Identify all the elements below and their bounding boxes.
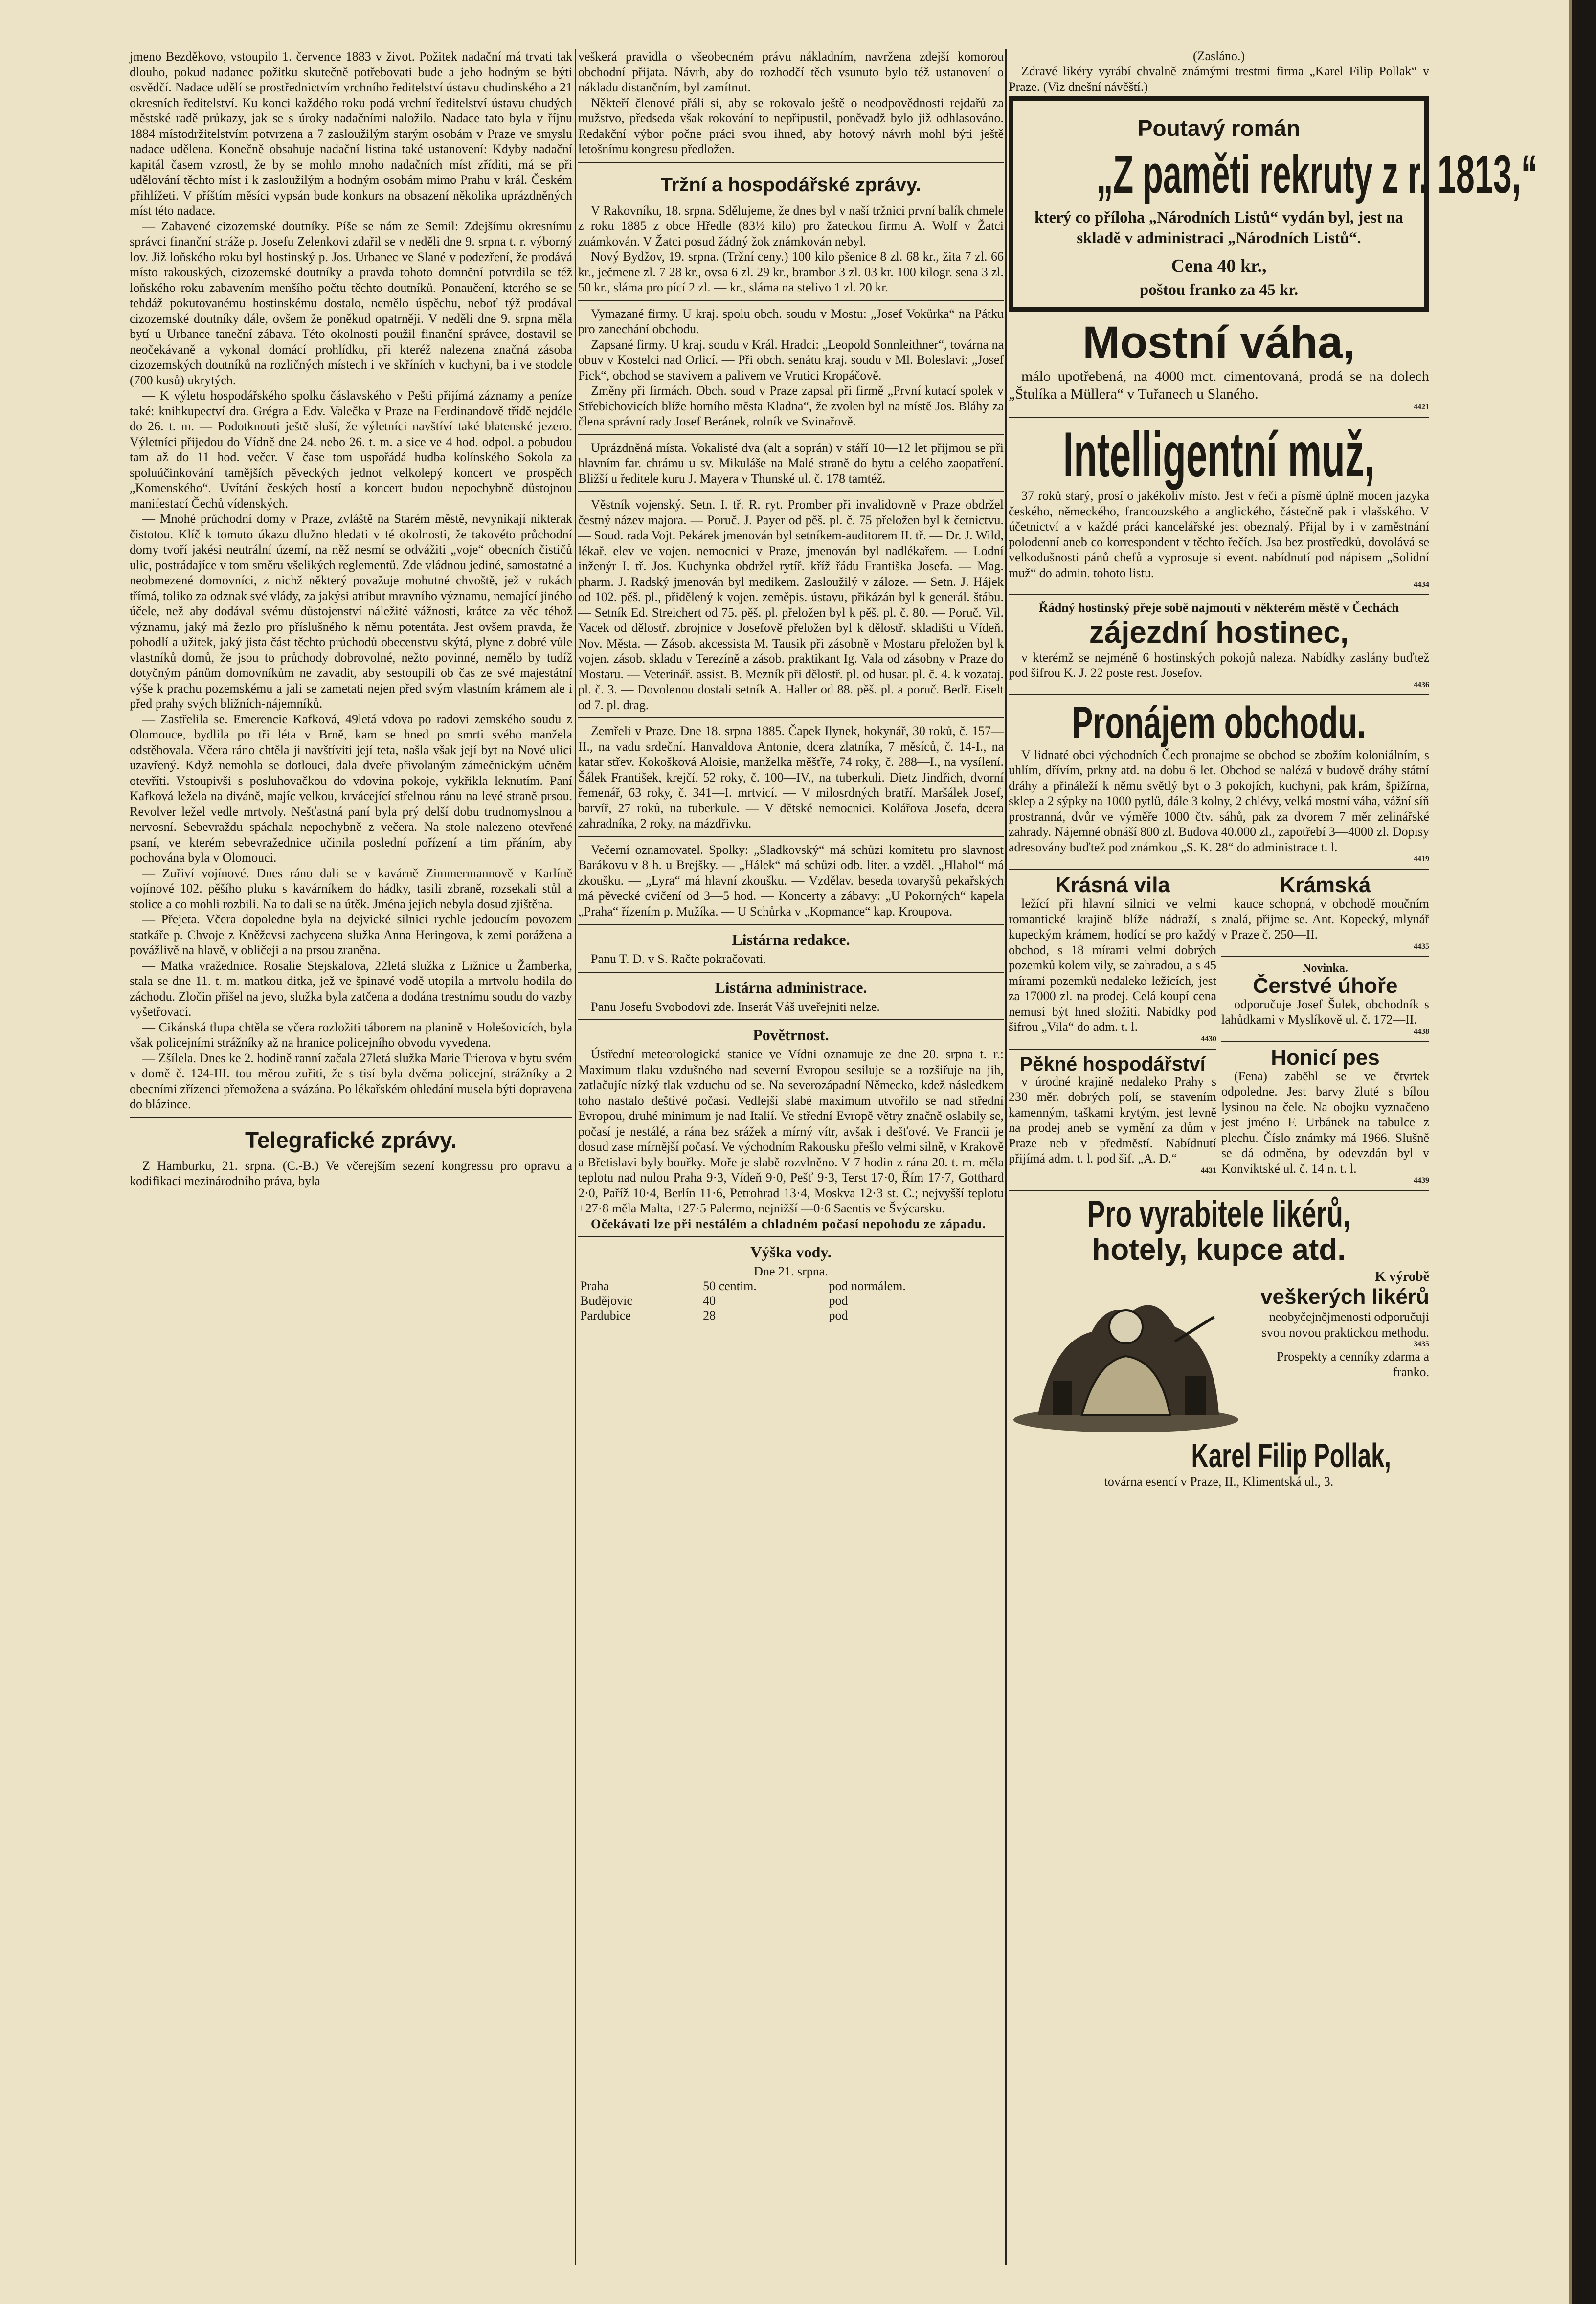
article-paragraph: Nový Bydžov, 19. srpna. (Tržní ceny.) 100 kilo pšenice 8 zl. 68 kr., žita 7 zl. 66 kr., ječmene zl. 7 28 kr., ovsa 6 zl. 29 kr., brambor 3 zl. 03 kr. 100 kilogr. sena 3 zl. 50 kr., sláma pro pící 2 zl. — kr., sláma na stelivo 1 zl. 20 kr. — [578, 249, 1004, 294]
column-rule — [1005, 49, 1007, 2265]
article-paragraph: Zemřeli v Praze. Dne 18. srpna 1885. Čapek Ilynek, hokynář, 30 roků, č. 157—II., na vadu srdeční. Hanvaldova Antonie, dcera zlatníka, 7 měsíců, č. 14-I., na katar střev. Kokošková Aloisie, manželka měšťře, 74 roky, č. 288—I., na vysílení. Šálek František, krejčí, 52 roky, č. 100—IV., na tuberkuli. Dietz Jindřich, dvorní řemenář, 63 roky, č. 341—I. mrtvicí. — V milosrdných bratří. Maršálek Josef, barvíř, 27 roků, na tuberkule. — V dětské nemocnici. Kolářova Josefa, dcera zahradníka, 2 roky, na mázdřivku. — [578, 724, 1004, 830]
ad-col-left — [1009, 874, 1216, 1185]
article-paragraph: — Cikánská tlupa chtěla se včera rozložiti táborem na planině v Holešovicích, byla však policejními strážníky až na hranice policejního obvodu vyvedena. — [130, 1020, 572, 1050]
divider — [1009, 694, 1429, 695]
divider — [578, 491, 1004, 492]
article-paragraph: veškerá pravidla o všeobecném právu nákladním, navržena zdejší komorou obchodní přijata. Návrh, aby do rozhodčí těch vsunuto bylo též ustanovení o nákladu distančním, byl zamítnut. — [578, 49, 1004, 94]
ad-number: 4430 — [1201, 1034, 1216, 1043]
ad-novel-price: Cena 40 kr., — [1171, 256, 1267, 276]
ad-scale-text: málo upotřebená, na 4000 mct. cimentovaná, prodá se na dolech „Štulíka a Müllera“ v Tuřanech u Slaného. — [1009, 368, 1429, 402]
divider — [1009, 417, 1429, 418]
allegory-illustration-icon — [1009, 1273, 1243, 1434]
ad-novel-postage: poštou franko za 45 kr. — [1139, 281, 1299, 299]
ad-number: 4436 — [1414, 680, 1429, 689]
ad-inn-text: v kterémž se nejméně 6 hostinských pokojů naleza. Nabídky zaslány buďtež pod šifrou K. J. 22 poste rest. Josefov. — [1009, 650, 1429, 680]
divider — [578, 300, 1004, 301]
article-paragraph: — Zabavené cizozemské doutníky. Píše se nám ze Semil: Zdejšímu okresnímu správci finanční stráže p. Josefu Zelenkovi zdařil se v neděli dne 9. srpna t. r. výborný lov. Již loňského roku byl hostinský p. Jos. Urbanec ve Slané v podezření, že prodává místo rakouských, cizozemské doutníky a pravda tohoto domnění potvrdila se též loňského roku zabavením menšího počtu těchto doutníků. Ponaučení, kterého se se tehdáž pokutovanému hostinskému dostalo, nemělo úspěchu, neboť týž prodával cizozemské doutníky dále, ovšem že poněkud opatrněji. V neděli dne 9. srpna měla bytí u Urbance taneční zábava. Této okolnosti použil finanční správce, dostavil se neočekávaně a vykonal domácí prohlídku, při kteréž nalezena značná zásoba cizozemských doutníků na rozličných místech i ve skříních v kuchyni, ba i ve stodole (700 kusů) ukrytých. — [130, 219, 572, 387]
ad-liqueur-note: Zdravé likéry vyrábí chvalně známými trestmi firma „Karel Filip Pollak“ v Praze. (Viz dnešní návěští.) — [1009, 64, 1429, 94]
ad-number: 4431 — [1201, 1166, 1216, 1175]
ad-number: 4434 — [1414, 581, 1429, 589]
article-paragraph: Z Hamburku, 21. srpna. (C.-B.) Ve včerejším sezení kongressu pro opravu a kodifikaci mezinárodního práva, byla — [130, 1158, 572, 1188]
column-rule — [575, 49, 576, 2265]
water-note: pod — [829, 1308, 848, 1322]
ad-pollak-address: továrna esencí v Praze, II., Klimentská ul., 3. — [1104, 1475, 1334, 1489]
ad-number: 4421 — [1414, 403, 1429, 411]
section-heading-water: Výška vody. — [750, 1243, 832, 1261]
table-row — [578, 1294, 1004, 1308]
article-paragraph: Zapsané firmy. U kraj. soudu v Král. Hradci: „Leopold Sonnleithner“, továrna na obuv v Kostelci nad Orlicí. — Při obch. senátu kraj. soudu v Ml. Boleslavi: „Josef Pick“, obchod se stavivem a palivem ve Vrutici Kropáčově. — [578, 337, 1004, 382]
ad-farm-text: v úrodné krajině nedaleko Prahy s 230 měr. dobrých polí, se stavením kamenným, taškami krytým, jest levně na prodej aneb se vymění za dům v Praze neb v předměstí. Nabídnutí přijímá adm. t. l. pod šif. „A. D.“ — [1009, 1074, 1216, 1165]
divider — [578, 162, 1004, 163]
article-paragraph: — Mnohé průchodní domy v Praze, zvláště na Starém městě, nevynikají nikterak čistotou. Klíč k tomuto úkazu dlužno hledati v té okolnosti, že takovéto průchodní domy tvoří jakési neutrální území, na něž nesmí se odvážiti „voje“ obecních čističů ulic, postrádajíce v tom směru všelikých reglementů. Zde vládnou jediné, samostatné a neobmezené domovníci, z nichž některý považuje mohutné chvoště, jež v rukách třímá, toliko za odznak své vlády, za jakýsi atribut mravního významu, nemající jiného účele, než aby dodával svému důstojenství náležité vážnosti, krátce za věc téhož významu, jaký má žezlo pro příslušného k němu potentáta. Jest ovšem pravda, že pohodlí a užitek, jaký jista část těchto průchodů obecenstvu skýtá, plyne z dobré vůle vlastníků domů, že jsou to průchody dobrovolné, nežto povinné, nemělo by tudíž dotyčným pánům domovníkům ne zavadit, aby sestoupili ob čas ze své majestátní výše k prachu pozemskému a jali se zametati nejen před svým vlastním krámem ale i před prahy svých bližních-nájemníků. — [130, 512, 572, 711]
section-heading-letters: Listárna redakce. — [732, 931, 850, 948]
water-value: 40 — [703, 1294, 716, 1308]
ad-dog-text: (Fena) zaběhl se ve čtvrtek odpoledne. Jest barvy žluté s bílou lysinou na čele. Na obojku vyznačeno jest jméno F. Urbánek na tabulce z plechu. Číslo známky má 1966. Slušně se dá odměna, by odevzdán byl v Konviktské ul. č. 14 n. t. l. — [1221, 1069, 1429, 1176]
ad-pollak-text: neobyčejnějmenosti odporučuji svou novou praktickou methodu. — [1261, 1310, 1429, 1340]
article-paragraph: Věstník vojenský. Setn. I. tř. R. ryt. Promber při invalidovně v Praze obdržel čestný název majora. — Poruč. J. Payer od pěš. pl. č. 75 přeložen byl k četnictvu. — Soud. rada Vojt. Pekárek jmenován byl setníkem-auditorem II. tř. — Dr. J. Wild, lékař. elev ve vojen. nemocnici v Praze, jmenován byl nadlékařem. — Lodní inženýr I. tř. Jos. Kuchynka obdržel rytíř. kříž řádu Františka Josefa. — Mag. pharm. J. Radský jmenován byl medikem. Zasloužilý v záloze. — Setn. J. Hájek od 102. pěš. pl., přidělený k vojen. zeměpis. ústavu, přikázán byl k generál. štábu. — Setník Ed. Streichert od 75. pěš. pl. přeložen byl k pěš. pl. č. 80. — Poruč. Vil. Vacek od dělostř. zbrojnice v Josefově přeložen byl k dělostř. skladišti u Vídeň. Nov. Města. — Zásob. akcessista M. Tausik při zásobně v Mostaru přeložen byl k vojen. zásob. skladu v Terezíně a zásob. praktikant Ig. Vala od zásobny v Praze do Mostaru. — Veterinář. assist. B. Mezník při dělostř. pl. od husar. pl. č. 4. k vozataj. pl. č. 3. — Dovolenou dostali setník A. Haller od 88. pěš. pl. a poruč. Bedř. Eiselt od 7. pl. drag. — [578, 497, 1004, 712]
ad-col-right — [1221, 874, 1429, 1185]
water-table — [578, 1279, 1004, 1323]
ad-man-heading: Intelligentní muž, — [1063, 419, 1375, 490]
ad-villa-text: ležící při hlavní silnici ve velmi romantické krajině blíže nádraží, s kupeckým krámem, hodící se pro každý obchod, s 18 mírami velmi dobrých pozemků kolem vily, se zahradou, a s 45 mírami pozemků nedaleko ležících, jest za 17000 zl. na prodej. Celá koupí cena nemusí být hned složiti. Nabídky pod šifrou „Vila“ do adm. t. l. — [1009, 896, 1216, 1034]
ad-inn-intro: Řádný hostinský přeje sobě najmouti v některém městě v Čechách — [1039, 601, 1399, 615]
binding-edge — [1572, 0, 1596, 2304]
ad-pollak-subheading: hotely, kupce atd. — [1092, 1233, 1346, 1267]
divider — [578, 1019, 1004, 1020]
ad-grid — [1009, 874, 1429, 1185]
ad-pollak-line1: K výrobě — [1375, 1269, 1429, 1284]
ad-novel-title: Poutavý román — [1137, 115, 1301, 141]
divider — [1009, 869, 1429, 870]
article-paragraph: Někteří členové přáli si, aby se rokovalo ještě o neodpovědnosti rejdařů za mužstvo, předseda však rokování to nepřipustil, poněvadž bylo již odhlasováno. Redakční výbor počne práci svou ihned, aby hotový návrh mohl býti ještě letošnímu kongresu předložen. — [578, 95, 1004, 156]
article-paragraph: Uprázdněná místa. Vokalisté dva (alt a soprán) v stáří 10—12 let přijmou se při hlavním far. chrámu u sv. Mikuláše na Malé straně do bytu a celého zaopatření. Bližší u ředitele kuru J. Mayera v Thunské ul. č. 178 tamtéž. — [578, 440, 1004, 486]
water-date: Dne 21. srpna. — [754, 1264, 828, 1278]
ad-dog-heading: Honicí pes — [1271, 1045, 1380, 1070]
ad-number: 4419 — [1414, 855, 1429, 863]
table-row — [578, 1279, 1004, 1294]
weather-forecast: Očekávati lze při nestálém a chladném počasí nepohodu ze západu. — [591, 1216, 986, 1231]
ad-novel-name: „Z paměti rekruty z r. 1813,“ — [1096, 144, 1538, 204]
article-paragraph: — Zastřelila se. Emerencie Kafková, 49letá vdova po radovi zemského soudu z Olomouce, bydlila po tři léta v Brně, kam se hned po smrti svého manžela odstěhovala. Včera ráno chtěla ji navštíviti její teta, našla však její byt na Nové ulici uzavřený. Když nemohla se dotlouci, dala dveře přivolaným zámečnickým učněm otevříti. Vstoupivši s posluhovačkou do vdovina pokoje, vykřikla leknutím. Paní Kafková ležela na diváně, majíc velkou, krvácející střelnou ránu na levé straně prsou. Revolver ležel vedle mrtvoly. Nešťastná paní byla prý delší dobu trudnomyslnou a nervosní. Sebevraždu spáchala nepochybně z večera. Na stole nalezeno otevřené psaní, ve kterém sebevražednice učinila poslední pořízení a tim přáním, aby pochována byla v Olomouci. — [130, 712, 572, 865]
divider — [1009, 1049, 1216, 1050]
section-heading-market: Tržní a hospodářské zprávy. — [660, 174, 922, 196]
zaslano-label: (Zasláno.) — [1192, 49, 1245, 63]
article-paragraph: Večerní oznamovatel. Spolky: „Sladkovský“ má schůzi komitetu pro slavnost Barákovu v 8 h. u Brejšky. — „Hálek“ má schůzi odb. liter. a vzděl. „Hlahol“ má zkoušku. — „Lyra“ má hlavní zkoušku. — Vzdělav. beseda tovaryšů pekařských má pěvecké cvičení od 3—5 hod. — Koncerty a zábavy: „U Pokorných“ kapela „Praha“ řízením p. Mužíka. — U Schůrka v „Kopmance“ kap. Kroupova. — [578, 842, 1004, 918]
ad-eels-heading: Čerstvé úhoře — [1253, 973, 1398, 998]
article-paragraph: Ústřední meteorologická stanice ve Vídni oznamuje ze dne 20. srpna t. r.: Maximum tlaku vzdušného nad severní Evropou sesiluje se a rozšiřuje na jih, zatlačujíc nízký tlak vzduchu od se. Na severozápadní Německo, kdež následkem toho nastalo deštivé počasí. Vedlejší slabé maximum utvořilo se nad střední Evropou, druhé minimum je nad Italií. Ve střední Evropě větry značně oslabily se, počasí je nestálé, a rána bez srážek a mírný vítr, avšak i dešťové. Ve Francii je dosud zase mírnější počasí. Ve východním Rakousku přešlo velmi silně, v Krakově a Břetislavi byly bouřky. Moře je slabě rozvlněno. V 7 hodin z rána 20. t. m. měla teplotu nad nulou Praha 9·3, Vídeň 9·0, Pešť 9·3, Terst 17·0, Řím 17·7, Gotthard 2·0, Paříž 10·4, Berlín 11·6, Petrohrad 13·4, Moskva 12·3 st. C.; nejvyšší teplotu +27·8 měla Malta, +27·5 Palermo, nejnižší —0·6 Saentis ve Švýcarsku. — [578, 1047, 1004, 1215]
divider — [1009, 1190, 1429, 1191]
divider — [578, 836, 1004, 837]
ad-novelty-label: Novinka. — [1303, 962, 1348, 975]
water-value: 50 centim. — [703, 1279, 757, 1293]
water-place: Pardubice — [580, 1308, 631, 1322]
divider — [578, 434, 1004, 435]
ad-villa-heading: Krásná vila — [1055, 873, 1170, 897]
divider — [1009, 594, 1429, 595]
ad-pollak-signature: Karel Filip Pollak, — [1191, 1436, 1391, 1475]
water-place: Praha — [580, 1279, 609, 1293]
ad-number: 4439 — [1414, 1176, 1429, 1185]
ad-pollak-prospects: Prospekty a cenníky zdarma a franko. — [1277, 1349, 1429, 1379]
article-paragraph: — Zšílela. Dnes ke 2. hodině ranní začala 27letá služka Marie Trierova v bytu svém v domě č. 124-III. tou měrou zuřiti, že s tisí byla dvěma policejní, strážníky a 2 obecními zřízenci přemožena a svázána. Po lékařském ohledání musela býti dopravena do blázince. — [130, 1051, 572, 1111]
article-paragraph: Panu T. D. v S. Račte pokračovati. — [591, 952, 766, 966]
article-paragraph: Vymazané firmy. U kraj. spolu obch. soudu v Mostu: „Josef Vokůrka“ na Pátku pro zanechání obchodu. — [578, 306, 1004, 336]
article-paragraph: — K výletu hospodářského spolku čáslavského v Pešti přijímá záznamy a peníze také: knihkupectví dra. Grégra a Edv. Valečka v Praze na Ferdinandově třídě nejdéle do 26. t. m. — Podotknouti ještě sluší, že výletníci navštíví také blatenské jezero. Výletníci přijedou do Vídně dne 24. nebo 26. t. m. a sice ve 4 hod. odpol. a pobudou tam až do 11 hod. večer. V čase tom uspořádá hudba kolínského Sokola za spoluúčinkování tamějších pěveckých jednot velkolepý koncert ve prospěch „Komenského“. Uvítání českých hostí a koncert budou nepochybně důstojnou manifestací Čechů vídenských. — [130, 388, 572, 511]
column-middle — [578, 49, 1004, 2265]
ad-lease-text: V lidnaté obci východních Čech pronajme se obchod se zbožím koloniálním, s uhlím, dřívím, prkny atd. na dobu 6 let. Obchod se nalézá v budově dráhy státní dráhy a přináleží k němu světlý byt o 3 pokojích, kuchyni, pak krám, špižírna, sklep a 2 sýpky na 1000 pytlů, dále 3 kolny, 2 chlévy, velká mostní váha, vážní síň prostranná, dvůr ve výměře 1000 čtv. sáhů, pak za dvorem 7 měr zelinářské zahrady. Nájemné obnáší 800 zl. Budova 40.000 zl., zapotřebí 3—4000 zl. Dopisy adresovány buďtež pod známkou „S. K. 28“ do administrace t. l. — [1009, 747, 1429, 854]
article-paragraph: jmeno Bezděkovo, vstoupilo 1. července 1883 v život. Požitek nadační má trvati tak dlouho, pokud nadanec požitku skutečně potřebovati bude a jeho hodným se býti osvědčí. Nadace udělí se prostřednictvím vrchního ředitelství ústavu chudinského a 21 okresních ředitelství. Ku konci každého roku podá vrchní ředitelství ústavu chudých městské radě průkazy, jak se s úroky nadačními naložilo. Nadace tato byla v říjnu 1884 místodržitelstvím potvrzena a 7 zasloužilým starým osobám v Praze ve smyslu nadace udělena. Konečně obsahuje nadační listina také ustanovení: Kdyby nadační kapitál časem vzrostl, že by se mohlo mnoho nadačních míst zříditi, má se při udělování těchto míst i k zasloužilým a hodným osobám mimo Prahu v král. Českém přihlížeti. V příštím měsíci vypsán bude konkurs na obsazení několika uprázdněných míst této nadace. — [130, 49, 572, 218]
ad-novel-text: který co příloha „Národních Listů“ vydán byl, jest na skladě v administraci „Národních Listů“. — [1034, 209, 1403, 247]
section-heading-weather: Povětrnost. — [753, 1026, 829, 1044]
column-left — [130, 49, 572, 2265]
ad-pollak-heading: Pro vyrabitele likérů, — [1087, 1193, 1351, 1235]
ad-number: 4435 — [1414, 942, 1429, 951]
water-note: pod — [829, 1294, 848, 1308]
ad-novel — [1009, 96, 1538, 312]
water-value: 28 — [703, 1308, 716, 1322]
ad-shopkeeper-text: kauce schopná, v obchodě moučním znalá, přijme se. Ant. Kopecký, mlynář v Praze č. 250—II. — [1221, 896, 1429, 941]
ad-man-text: 37 roků starý, prosí o jakékoliv místo. Jest v řeči a písmě úplně mocen jazyka českého, německého, francouzského a anglického, částečně pak i vlašského. V účetnictví a v každé práci kancelářské jest obeznalý. Přijal by i v zaměstnání polodenní aneb co korrespondent v těchto řečích. Jsa bez prostředků, dovolává se velkodušnosti pánů chefů a vyprosuje si event. nabídnutí pod nápisem „Solidní muž“ do admin. tohoto listu. — [1009, 489, 1429, 580]
ad-eels-text: odporučuje Josef Šulek, obchodník s lahůdkami v Myslíkově ul. č. 172—II. — [1221, 997, 1429, 1027]
column-ads — [1009, 49, 1538, 2265]
article-paragraph: Panu Josefu Svobodovi zde. Inserát Váš uveřejniti nelze. — [591, 999, 880, 1014]
water-note: pod normálem. — [829, 1279, 906, 1293]
ad-scale-heading: Mostní váha, — [1082, 317, 1355, 367]
ad-inn-heading: zájezdní hostinec, — [1089, 615, 1349, 649]
article-paragraph: V Rakovníku, 18. srpna. Sdělujeme, že dnes byl v naší tržnici první balík chmele z roku 1885 z obce Hředle (83½ kilo) pro žateckou firmu A. Wolf v Žatci zuámkován. V Žatci posud žádný žok známkován nebyl. — [578, 203, 1004, 248]
article-paragraph: — Přejeta. Včera dopoledne byla na dejvické silnici rychle jedoucím povozem statkáře p. Chvoje z Kněževsi zachycena služka Anna Heringova, k zemi porážena a povážlivě na hlavě, v obličeji a na prsou zraněna. — [130, 912, 572, 957]
ad-farm-heading: Pěkné hospodářství — [1019, 1053, 1206, 1075]
ad-pollak-line2: veškerých likérů — [1260, 1285, 1429, 1309]
divider — [578, 717, 1004, 718]
ad-number: 4438 — [1414, 1027, 1429, 1036]
article-paragraph: — Zuřiví vojínové. Dnes ráno dali se v kavárně Zimmermannově v Karlíně vojínové 102. pěšího pluku s kavárníkem do hádky, tasili zbraně, rozsekali stůl a stolice a co mohli rozbili. Na to dali se na útěk. Jména jejich nebyla dosud zjištěna. — [130, 866, 572, 911]
section-heading-telegraph: Telegrafické zprávy. — [245, 1127, 457, 1153]
table-row — [578, 1308, 1004, 1323]
divider — [578, 924, 1004, 925]
ad-shopkeeper-heading: Krámská — [1280, 873, 1371, 897]
section-heading-admin: Listárna administrace. — [715, 978, 867, 996]
divider — [130, 1117, 572, 1118]
divider — [1221, 956, 1429, 957]
divider — [1221, 1041, 1429, 1042]
article-paragraph: — Matka vražednice. Rosalie Stejskalova, 22letá služka z Ližnice u Žamberka, stala se dne 11. t. m. matkou ditka, jež ve špinavé vodě utopila a mrtvolu hodila do záchodu. Zločin přišel na jevo, služka byla zatčena a dodána trestnímu soudu do vazby vyšetřovací. — [130, 958, 572, 1019]
water-place: Budějovic — [580, 1294, 632, 1308]
ad-lease-heading: Pronájem obchodu. — [1072, 697, 1366, 748]
ad-number: 3435 — [1414, 1340, 1429, 1348]
article-paragraph: Změny při firmách. Obch. soud v Praze zapsal při firmě „První kutací spolek v Střebichovicích blíže horního města Kladna“, že zvolen byl na místě Jos. Bláhy za člena správní rady Josef Beránek, rolník ve Svinařově. — [578, 383, 1004, 428]
divider — [578, 972, 1004, 973]
divider — [578, 1236, 1004, 1237]
